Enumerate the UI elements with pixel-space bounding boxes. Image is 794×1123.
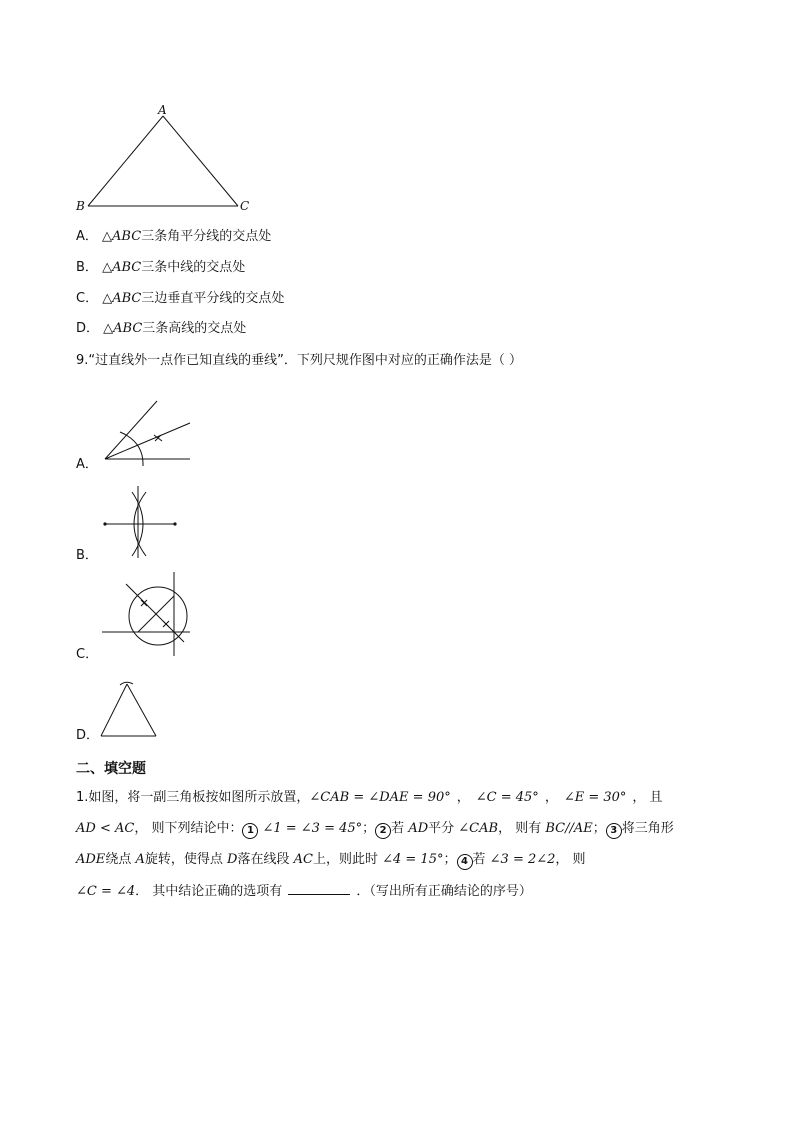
q1-line-2 bbox=[76, 820, 674, 839]
cross-mark-lower bbox=[163, 621, 169, 627]
vertex-a-label: A bbox=[158, 103, 167, 117]
q9-figure-a bbox=[100, 398, 195, 470]
q1-text: 上，则此时 bbox=[312, 852, 378, 867]
q1-math: AC bbox=[293, 852, 313, 867]
q1-math: ∠CAB bbox=[458, 821, 499, 836]
q1-math: BC//AE bbox=[545, 821, 593, 836]
q1-text: ．（写出所有正确结论的序号） bbox=[356, 884, 532, 899]
circled-number-1: 1 bbox=[242, 823, 258, 839]
q8-option-c bbox=[76, 290, 284, 308]
q1-math: ∠E = 30° bbox=[563, 790, 627, 805]
q8-option-d bbox=[76, 320, 246, 338]
q1-text: 平分 bbox=[428, 821, 455, 836]
side-ab bbox=[88, 116, 163, 206]
option-letter: D． bbox=[76, 321, 100, 336]
q1-text: ； bbox=[362, 821, 376, 836]
q1-math: AD < AC bbox=[76, 821, 135, 836]
right-side bbox=[127, 684, 156, 736]
q9-option-a-label: A． bbox=[76, 457, 98, 472]
q9-figure-c bbox=[100, 570, 192, 660]
triangle-symbol: △ bbox=[102, 229, 113, 244]
q1-math: ADE bbox=[76, 852, 106, 867]
abc-math: ABC bbox=[112, 229, 142, 244]
side-ac bbox=[163, 116, 238, 206]
q1-text: 若 bbox=[472, 852, 486, 867]
q9-stem: 9.“过直线外一点作已知直线的垂线”．下列尺规作图中对应的正确作法是（ ） bbox=[76, 353, 523, 368]
q9-option-c-label: C． bbox=[76, 647, 99, 662]
q1-text: ， 则有 bbox=[498, 821, 542, 836]
answer-blank[interactable] bbox=[288, 882, 350, 895]
upper-ray bbox=[105, 401, 157, 459]
triangle-symbol: △ bbox=[102, 291, 113, 306]
q1-text: 绕点 bbox=[105, 852, 132, 867]
q1-text: ； bbox=[592, 821, 606, 836]
q1-text: ． 其中结论正确的选项有 bbox=[135, 884, 283, 899]
cross-mark-upper bbox=[141, 600, 147, 606]
q1-line-4 bbox=[76, 882, 532, 901]
q1-text: 若 bbox=[391, 821, 405, 836]
q8-option-b bbox=[76, 259, 245, 277]
abc-math: ABC bbox=[113, 321, 143, 336]
q1-text: ； bbox=[443, 852, 457, 867]
option-text: 三条高线的交点处 bbox=[142, 321, 247, 336]
abc-math: ABC bbox=[112, 291, 142, 306]
q1-math: ∠1 = ∠3 = 45° bbox=[262, 821, 363, 836]
section-heading-fill-blank: 二、填空题 bbox=[76, 761, 146, 777]
q9-figure-d bbox=[98, 678, 162, 740]
circled-number-4: 4 bbox=[457, 854, 473, 870]
option-letter: C． bbox=[76, 291, 99, 306]
circled-number-2: 2 bbox=[375, 823, 391, 839]
q1-text: 落在线段 bbox=[237, 852, 290, 867]
q1-math: D bbox=[227, 852, 238, 867]
option-letter: B． bbox=[76, 260, 98, 275]
q1-text: 将三角形 bbox=[621, 821, 674, 836]
endpoint-left bbox=[103, 522, 106, 525]
q1-math: ∠3 = 2∠2 bbox=[489, 852, 556, 867]
q1-line-3 bbox=[76, 851, 586, 870]
option-text: 三条中线的交点处 bbox=[141, 260, 246, 275]
q1-math: ∠4 = 15° bbox=[382, 852, 444, 867]
endpoint-right bbox=[173, 522, 176, 525]
q1-text: ， 则 bbox=[555, 852, 586, 867]
construction-arc bbox=[120, 432, 143, 466]
q9-option-b-label: B． bbox=[76, 548, 98, 563]
q1-text: 旋转，使得点 bbox=[144, 852, 223, 867]
q1-text: ， 则下列结论中： bbox=[134, 821, 243, 836]
vertex-c-label: C bbox=[240, 199, 250, 213]
q1-math: ∠C = 45° bbox=[475, 790, 539, 805]
q9-option-d-label: D． bbox=[76, 728, 100, 743]
q1-math: ∠C = ∠4 bbox=[76, 884, 136, 899]
q8-option-a bbox=[76, 228, 271, 246]
circled-number-3: 3 bbox=[606, 823, 622, 839]
q9-figure-b bbox=[100, 484, 180, 560]
q1-math: AD bbox=[408, 821, 429, 836]
option-text: 三边垂直平分线的交点处 bbox=[141, 291, 285, 306]
abc-math: ABC bbox=[112, 260, 142, 275]
bisector-ray bbox=[105, 423, 190, 459]
option-letter: A． bbox=[76, 229, 98, 244]
q1-math: ∠CAB = ∠DAE = 90° bbox=[309, 790, 451, 805]
q1-line-1 bbox=[76, 789, 663, 807]
vertex-b-label: B bbox=[76, 199, 85, 213]
q1-text: 1.如图，将一副三角板按如图所示放置， bbox=[76, 790, 310, 805]
q1-text: ， bbox=[456, 790, 470, 805]
left-side bbox=[101, 684, 127, 736]
q1-math: A bbox=[135, 852, 145, 867]
triangle-symbol: △ bbox=[103, 321, 114, 336]
q1-text: ， bbox=[544, 790, 558, 805]
triangle-symbol: △ bbox=[102, 260, 113, 275]
q1-text: ， 且 bbox=[632, 790, 663, 805]
option-text: 三条角平分线的交点处 bbox=[141, 229, 272, 244]
